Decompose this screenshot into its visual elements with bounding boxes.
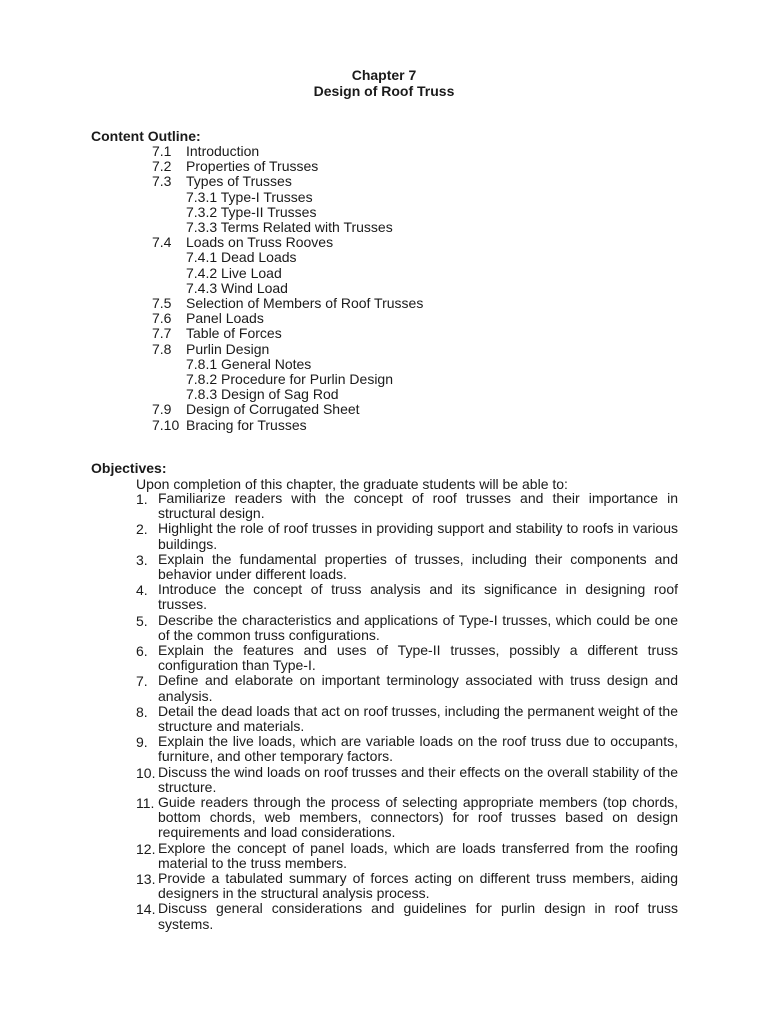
outline-item-text: Properties of Trusses bbox=[186, 158, 319, 175]
objective-text: Explain the features and uses of Type-II trusses, possibly a different truss configuration than Type-I. bbox=[158, 642, 678, 674]
objective-item bbox=[136, 871, 678, 901]
outline-item-text: 7.8.3 Design of Sag Rod bbox=[186, 386, 339, 403]
objective-text: Explain the live loads, which are variable loads on the roof truss due to occupants, furniture, and other temporary factors. bbox=[158, 733, 678, 765]
content-outline-heading: Content Outline: bbox=[91, 128, 201, 144]
objective-number: 13. bbox=[136, 871, 156, 887]
objective-item bbox=[136, 491, 678, 521]
outline-item-text: Selection of Members of Roof Trusses bbox=[186, 295, 424, 311]
objective-item bbox=[136, 613, 678, 643]
outline-item-text: Introduction bbox=[186, 143, 260, 159]
objective-item bbox=[136, 795, 678, 841]
objective-number: 5. bbox=[136, 612, 148, 629]
outline-item-text: Table of Forces bbox=[186, 325, 282, 342]
outline-item-number: 7.1 bbox=[152, 143, 172, 159]
outline-item-text: 7.4.1 Dead Loads bbox=[186, 249, 297, 266]
outline-item-text: Purlin Design bbox=[186, 340, 270, 357]
outline-item-text: Loads on Truss Rooves bbox=[186, 234, 334, 251]
objective-text: Discuss the wind loads on roof trusses and their effects on the overall stability of the structure. bbox=[158, 763, 678, 795]
objective-number: 14. bbox=[136, 901, 156, 918]
objective-item bbox=[136, 643, 678, 673]
objective-item bbox=[136, 704, 678, 734]
objective-item bbox=[136, 521, 678, 551]
outline-item-number: 7.9 bbox=[152, 401, 172, 418]
outline-item-number: 7.5 bbox=[152, 295, 172, 311]
chapter-heading: Chapter 7 bbox=[351, 67, 417, 83]
outline-item-number: 7.6 bbox=[152, 310, 172, 327]
objective-number: 4. bbox=[136, 582, 148, 599]
objectives-intro: Upon completion of this chapter, the graduate students will be able to: bbox=[136, 476, 568, 492]
objective-number: 11. bbox=[136, 795, 155, 811]
objective-text: Discuss general considerations and guidelines for purlin design in roof truss systems. bbox=[158, 900, 678, 932]
outline-item-text: Types of Trusses bbox=[186, 173, 292, 190]
objective-item bbox=[136, 901, 678, 931]
objective-text: Describe the characteristics and applications of Type-I trusses, which could be one of the common truss configurations. bbox=[158, 611, 678, 643]
objective-item bbox=[136, 552, 678, 582]
objective-text: Detail the dead loads that act on roof trusses, including the permanent weight of the structure and materials. bbox=[158, 702, 678, 734]
outline-item-text: Panel Loads bbox=[186, 310, 264, 327]
objective-number: 12. bbox=[136, 840, 156, 857]
objective-number: 1. bbox=[136, 491, 148, 507]
objective-item bbox=[136, 734, 678, 764]
objective-item bbox=[136, 765, 678, 795]
outline-item-number: 7.3 bbox=[152, 173, 172, 190]
objectives-heading: Objectives: bbox=[91, 460, 167, 476]
objective-number: 3. bbox=[136, 551, 148, 568]
objective-item bbox=[136, 673, 678, 703]
outline-item-text: 7.3.3 Terms Related with Trusses bbox=[186, 219, 393, 235]
objective-number: 2. bbox=[136, 521, 148, 538]
outline-item-number: 7.4 bbox=[152, 234, 172, 251]
objective-text: Familiarize readers with the concept of roof trusses and their importance in structural design. bbox=[158, 490, 678, 522]
outline-item-number: 7.10 bbox=[152, 416, 180, 433]
objective-text: Highlight the role of roof trusses in providing support and stability to roofs in various buildings. bbox=[158, 520, 678, 552]
objective-number: 9. bbox=[136, 734, 148, 751]
outline-item-text: Design of Corrugated Sheet bbox=[186, 401, 360, 418]
objective-text: Guide readers through the process of selecting appropriate members (top chords, bottom chords, web members, connectors) for roof trusses based on design requirements and load considerations. bbox=[158, 794, 678, 841]
objective-text: Define and elaborate on important terminology associated with truss design and analysis. bbox=[158, 672, 678, 704]
objective-number: 7. bbox=[136, 673, 148, 690]
objective-number: 10. bbox=[136, 764, 156, 781]
outline-item-text: 7.4.2 Live Load bbox=[186, 264, 282, 281]
outline-item-number: 7.2 bbox=[152, 158, 172, 175]
outline-item-text: 7.8.1 General Notes bbox=[186, 355, 312, 372]
outline-item-number: 7.7 bbox=[152, 325, 172, 342]
outline-item-text: 7.3.2 Type-II Trusses bbox=[186, 203, 317, 220]
outline-item-text: 7.3.1 Type-I Trusses bbox=[186, 188, 313, 205]
objective-item bbox=[136, 582, 678, 612]
outline-item-text: 7.4.3 Wind Load bbox=[186, 279, 288, 296]
objective-number: 8. bbox=[136, 703, 148, 720]
objective-item bbox=[136, 841, 678, 871]
objective-text: Provide a tabulated summary of forces acting on different truss members, aiding designers in the structural analysis process. bbox=[158, 870, 678, 902]
objective-text: Explain the fundamental properties of trusses, including their components and behavior under different loads. bbox=[158, 550, 678, 582]
outline-item-text: 7.8.2 Procedure for Purlin Design bbox=[186, 371, 393, 387]
outline-item-text: Bracing for Trusses bbox=[186, 416, 307, 433]
objective-text: Explore the concept of panel loads, which are loads transferred from the roofing material to the truss members. bbox=[158, 839, 678, 871]
objective-text: Introduce the concept of truss analysis and its significance in designing roof trusses. bbox=[158, 581, 678, 613]
objective-number: 6. bbox=[136, 643, 148, 659]
outline-item-number: 7.8 bbox=[152, 340, 172, 357]
chapter-title: Design of Roof Truss bbox=[313, 83, 455, 99]
